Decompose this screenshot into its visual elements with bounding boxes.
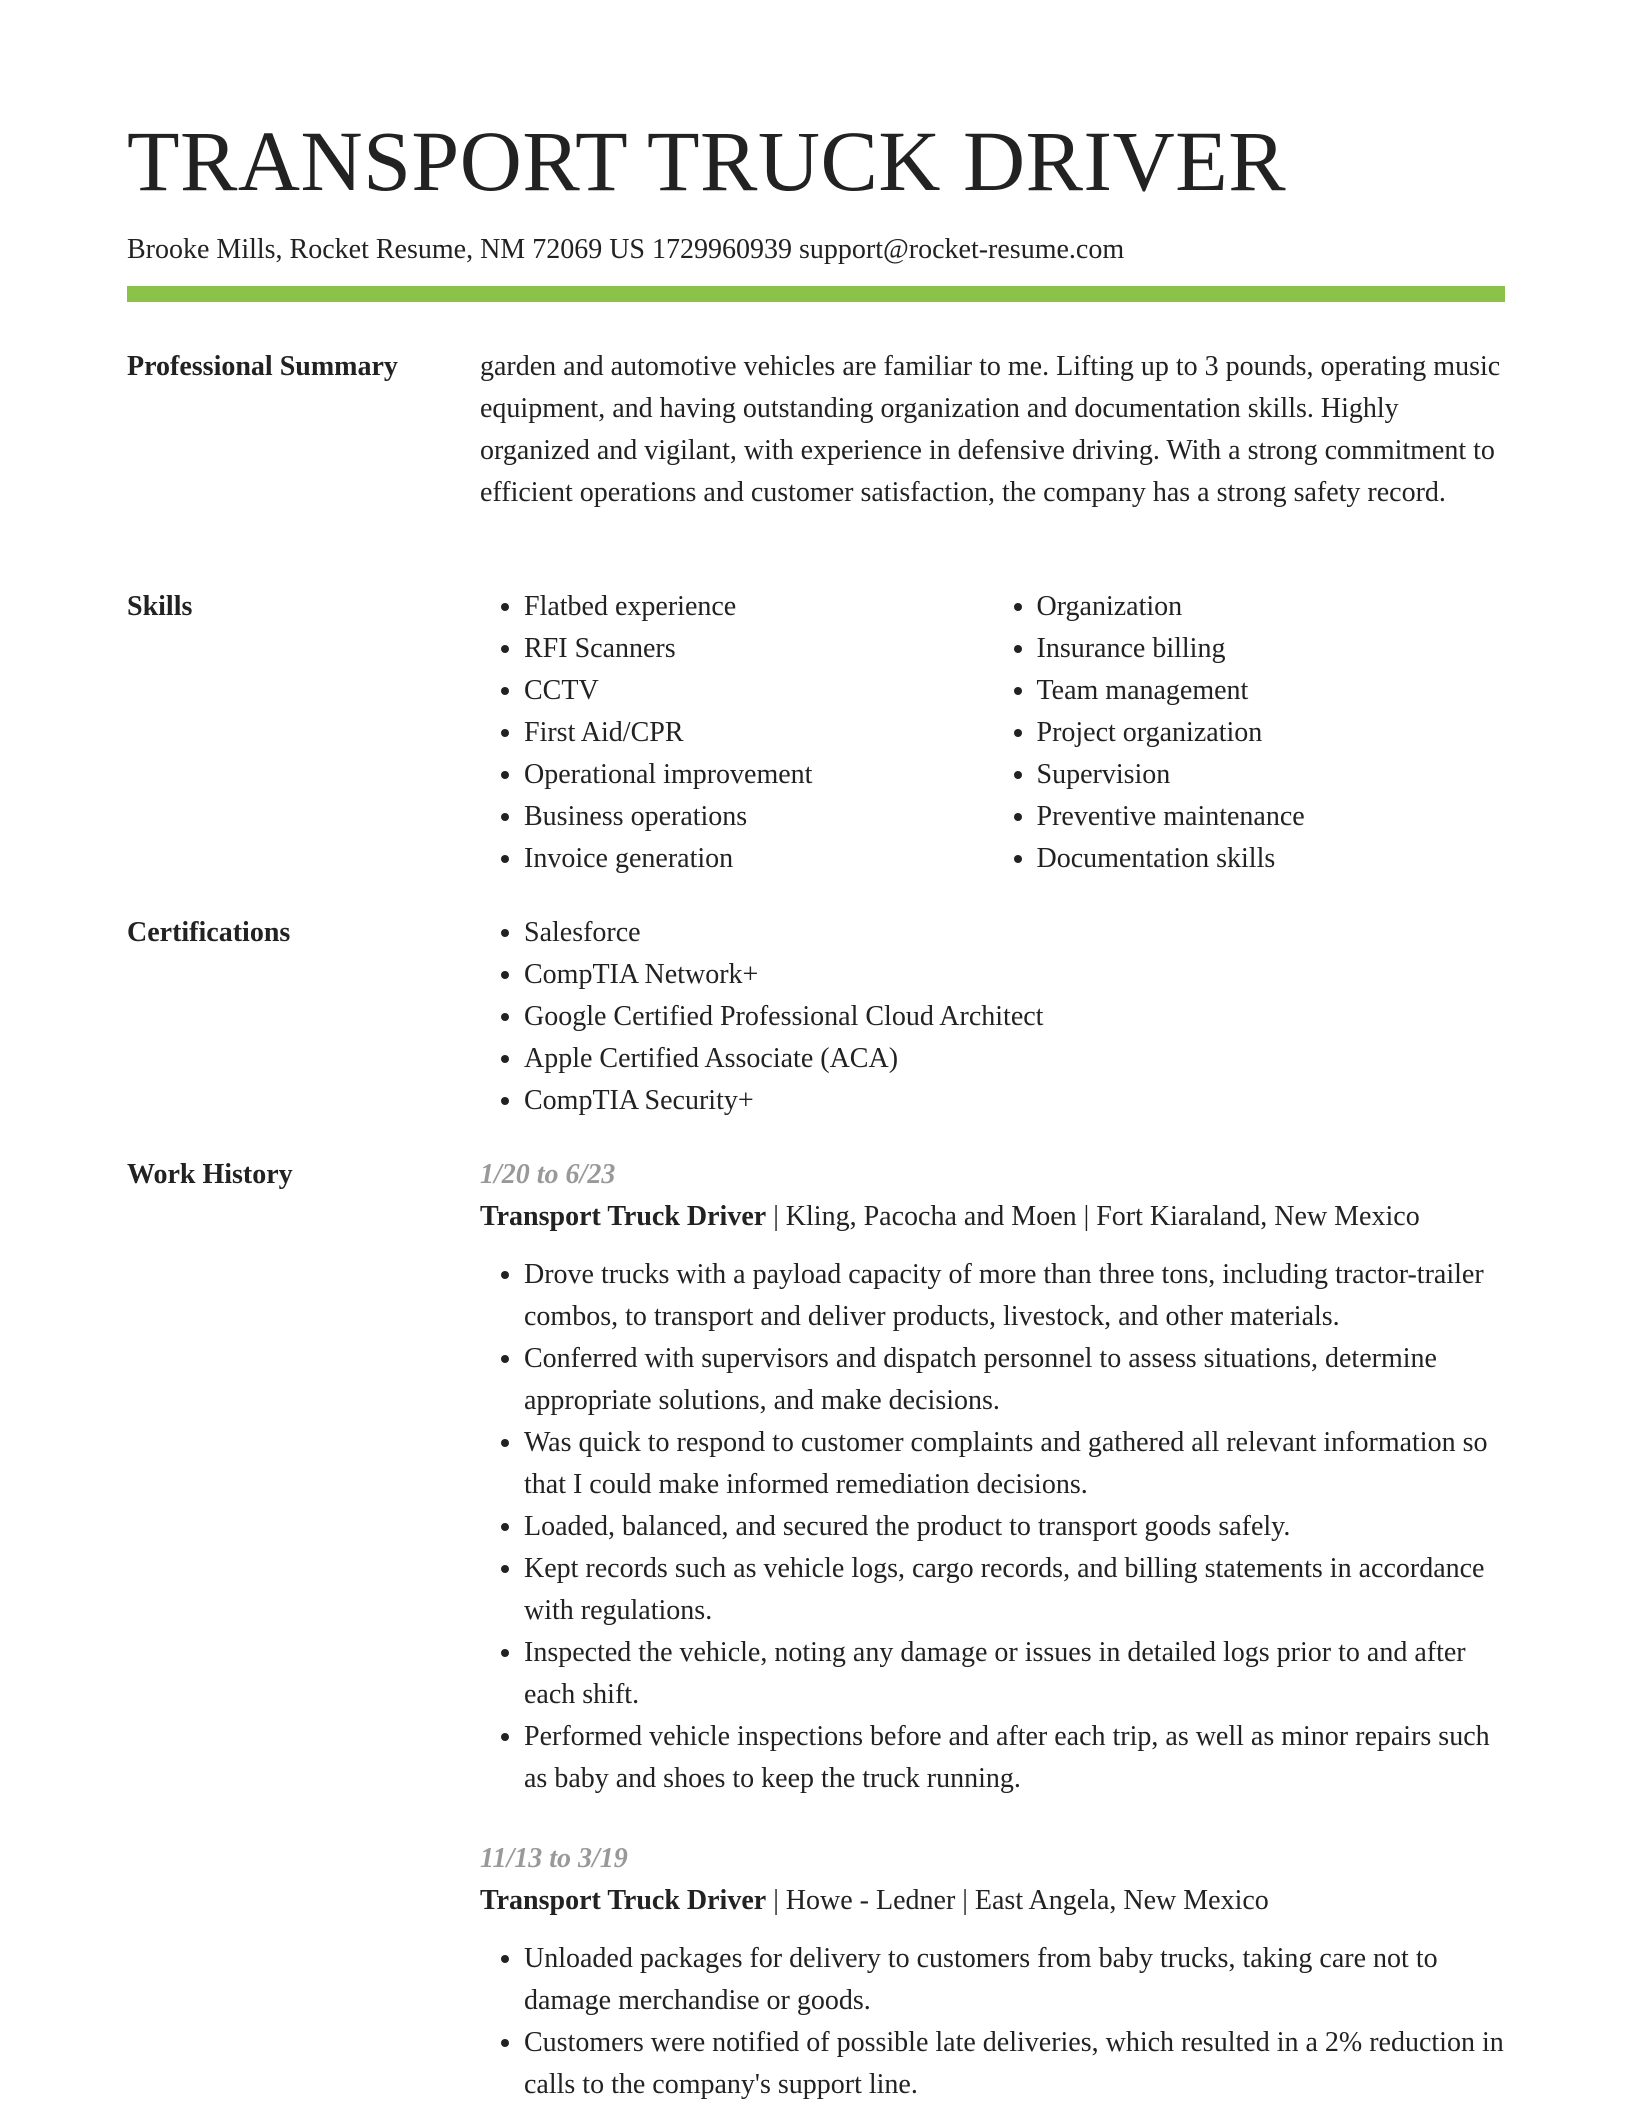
job-details: | Howe - Ledner | East Angela, New Mexico — [766, 1885, 1269, 1916]
job-title: Transport Truck Driver — [480, 1201, 767, 1232]
certification-item: • CompTIA Network+ — [524, 954, 1505, 996]
summary-body — [480, 346, 1505, 514]
skill-item: • RFI Scanners — [524, 628, 993, 670]
job-bullet: • Conferred with supervisors and dispatch personnel to assess situations, determine appropriate solutions, and make decisions. — [524, 1338, 1505, 1422]
summary-label: Professional Summary — [127, 351, 398, 382]
certification-item: • CompTIA Security+ — [524, 1080, 1505, 1122]
certification-item: • Apple Certified Associate (ACA) — [524, 1038, 1505, 1080]
certification-item: • Salesforce — [524, 912, 1505, 954]
skill-item: • Preventive maintenance — [1037, 796, 1506, 838]
job-title: Transport Truck Driver — [480, 1885, 767, 1916]
job-bullet: • Performed vehicle inspections before and after each trip, as well as minor repairs such as baby and shoes to keep the truck running. — [524, 1716, 1505, 1800]
skills-grid — [480, 586, 1505, 880]
skill-item: • Insurance billing — [1037, 628, 1506, 670]
job-details: | Kling, Pacocha and Moen | Fort Kiaraland, New Mexico — [766, 1201, 1420, 1232]
skill-item: • Operational improvement — [524, 754, 993, 796]
skill-item: • Flatbed experience — [524, 586, 993, 628]
job-heading — [480, 1880, 1505, 1922]
skill-item: • Organization — [1037, 586, 1506, 628]
certification-item: • Google Certified Professional Cloud Architect — [524, 996, 1505, 1038]
job-bullet: • Drove trucks with a payload capacity of more than three tons, including tractor-trailer combos, to transport and deliver products, livestock, and other materials. — [524, 1254, 1505, 1338]
work-history-body — [480, 1154, 1505, 2106]
skill-item: • Business operations — [524, 796, 993, 838]
skills-label: Skills — [127, 591, 193, 622]
work-history-label: Work History — [127, 1159, 293, 1190]
job-entry — [480, 1154, 1505, 1800]
job-heading — [480, 1196, 1505, 1238]
skill-item: • Supervision — [1037, 754, 1506, 796]
skill-item: • First Aid/CPR — [524, 712, 993, 754]
job-bullets — [480, 1254, 1505, 1800]
skills-column-1 — [480, 586, 993, 880]
skill-item: • CCTV — [524, 670, 993, 712]
certifications-label: Certifications — [127, 917, 291, 948]
skill-item: • Invoice generation — [524, 838, 993, 880]
certifications-list — [480, 912, 1505, 1122]
certifications-body — [480, 912, 1505, 1122]
job-entry — [480, 1838, 1505, 2106]
job-bullet: • Inspected the vehicle, noting any damage or issues in detailed logs prior to and after each shift. — [524, 1632, 1505, 1716]
summary-text: garden and automotive vehicles are familiar to me. Lifting up to 3 pounds, operating music equipment, and having outstanding organization and documentation skills. Highly organized and vigilant, with experience in defensive driving. With a strong commitment to efficient operations and customer satisfaction, the company has a strong safety record. — [480, 351, 1501, 508]
job-bullet: • Customers were notified of possible late deliveries, which resulted in a 2% reduction in calls to the company's support line. — [524, 2022, 1505, 2106]
job-dates: 11/13 to 3/19 — [480, 1843, 628, 1874]
job-bullet: • Loaded, balanced, and secured the product to transport goods safely. — [524, 1506, 1505, 1548]
job-bullets — [480, 1938, 1505, 2106]
resume-title: TRANSPORT TRUCK DRIVER — [127, 113, 1287, 209]
job-bullet: • Kept records such as vehicle logs, cargo records, and billing statements in accordance with regulations. — [524, 1548, 1505, 1632]
job-bullet: • Unloaded packages for delivery to customers from baby trucks, taking care not to damage merchandise or goods. — [524, 1938, 1505, 2022]
skill-item: • Team management — [1037, 670, 1506, 712]
contact-line: Brooke Mills, Rocket Resume, NM 72069 US 1729960939 support@rocket-resume.com — [127, 234, 1125, 265]
skill-item: • Project organization — [1037, 712, 1506, 754]
skill-item: • Documentation skills — [1037, 838, 1506, 880]
accent-divider — [127, 286, 1505, 302]
job-dates: 1/20 to 6/23 — [480, 1159, 616, 1190]
job-bullet: • Was quick to respond to customer complaints and gathered all relevant information so that I could make informed remediation decisions. — [524, 1422, 1505, 1506]
skills-column-2 — [993, 586, 1506, 880]
